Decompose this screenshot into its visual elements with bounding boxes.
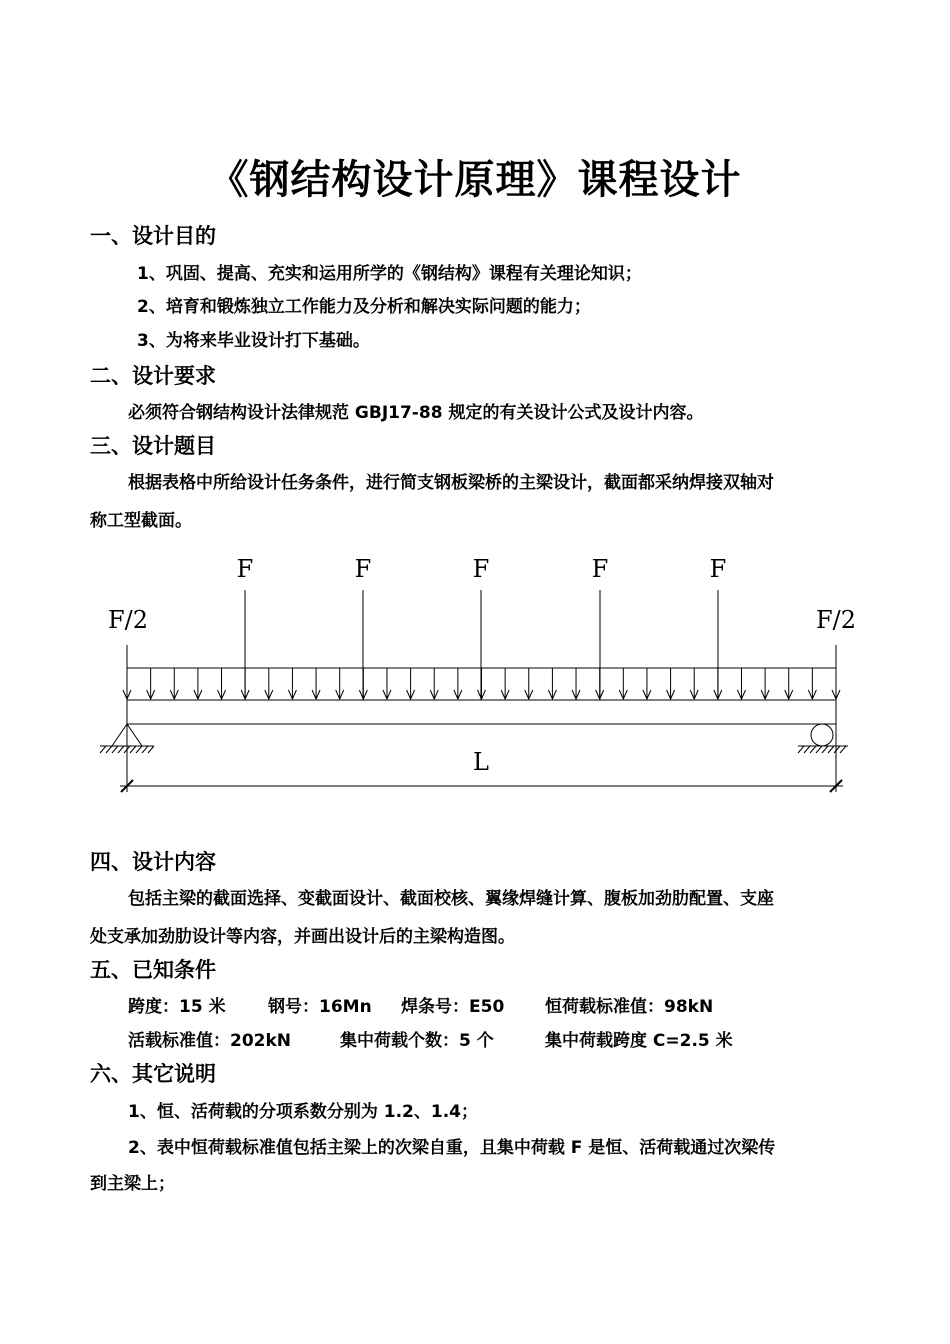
support-hatch xyxy=(804,746,810,753)
condition-load-count: 集中荷载个数：5 个 xyxy=(340,1031,494,1051)
section-heading-notes: 六、其它说明 xyxy=(90,1062,216,1086)
purpose-item-1: 1、巩固、提高、充实和运用所学的《钢结构》课程有关理论知识； xyxy=(137,264,642,284)
condition-live-load: 活载标准值：202kN xyxy=(128,1031,292,1051)
section-heading-topic: 三、设计题目 xyxy=(90,434,216,458)
end-load-label-left: F/2 xyxy=(107,606,149,634)
support-hatch xyxy=(100,746,106,753)
notes-item-1: 1、恒、活荷载的分项系数分别为 1.2、1.4； xyxy=(128,1102,478,1122)
support-hatch xyxy=(828,746,834,753)
requirements-text: 必须符合钢结构设计法律规范 GBJ17-88 规定的有关设计公式及设计内容。 xyxy=(128,403,704,423)
condition-dead-load: 恒荷载标准值：98kN xyxy=(545,997,714,1017)
condition-steel: 钢号：16Mn xyxy=(268,997,372,1017)
point-load-label-1: F xyxy=(236,555,254,583)
condition-span: 跨度：15 米 xyxy=(128,997,226,1017)
content-line-2: 处支承加劲肋设计等内容，并画出设计后的主梁构造图。 xyxy=(90,927,515,947)
support-hatch xyxy=(118,746,124,753)
support-hatch xyxy=(798,746,804,753)
section-heading-purpose: 一、设计目的 xyxy=(90,224,216,248)
page-title: 《钢结构设计原理》课程设计 xyxy=(208,157,742,203)
support-hatch xyxy=(816,746,822,753)
point-load-label-5: F xyxy=(709,555,727,583)
support-hatch xyxy=(142,746,148,753)
point-load-label-2: F xyxy=(354,555,372,583)
notes-item-2-line-1: 2、表中恒荷载标准值包括主梁上的次梁自重，且集中荷载 F 是恒、活荷载通过次梁传 xyxy=(128,1138,776,1158)
notes-item-2-line-2: 到主梁上； xyxy=(90,1174,175,1194)
section-heading-requirements: 二、设计要求 xyxy=(90,364,216,388)
purpose-item-2: 2、培育和锻炼独立工作能力及分析和解决实际问题的能力； xyxy=(137,297,591,317)
point-load-label-4: F xyxy=(591,555,609,583)
support-hatch xyxy=(148,746,154,753)
support-hatch xyxy=(106,746,112,753)
section-heading-conditions: 五、已知条件 xyxy=(90,958,216,982)
point-load-label-3: F xyxy=(472,555,490,583)
support-hatch xyxy=(136,746,142,753)
beam-load-diagram xyxy=(0,540,950,810)
support-hatch xyxy=(130,746,136,753)
support-hatch xyxy=(822,746,828,753)
topic-line-1: 根据表格中所给设计任务条件，进行简支钢板梁桥的主梁设计，截面都采纳焊接双轴对 xyxy=(128,473,774,493)
purpose-item-3: 3、为将来毕业设计打下基础。 xyxy=(137,331,370,351)
end-load-label-right: F/2 xyxy=(815,606,857,634)
section-heading-content: 四、设计内容 xyxy=(90,850,216,874)
support-hatch xyxy=(810,746,816,753)
support-hatch xyxy=(112,746,118,753)
condition-load-spacing: 集中荷载跨度 C=2.5 米 xyxy=(545,1031,733,1051)
condition-electrode: 焊条号：E50 xyxy=(401,997,505,1017)
content-line-1: 包括主梁的截面选择、变截面设计、截面校核、翼缘焊缝计算、腹板加劲肋配置、支座 xyxy=(128,889,774,909)
topic-line-2: 称工型截面。 xyxy=(90,511,192,531)
support-hatch xyxy=(834,746,840,753)
support-hatch xyxy=(840,746,846,753)
span-label: L xyxy=(473,748,489,776)
